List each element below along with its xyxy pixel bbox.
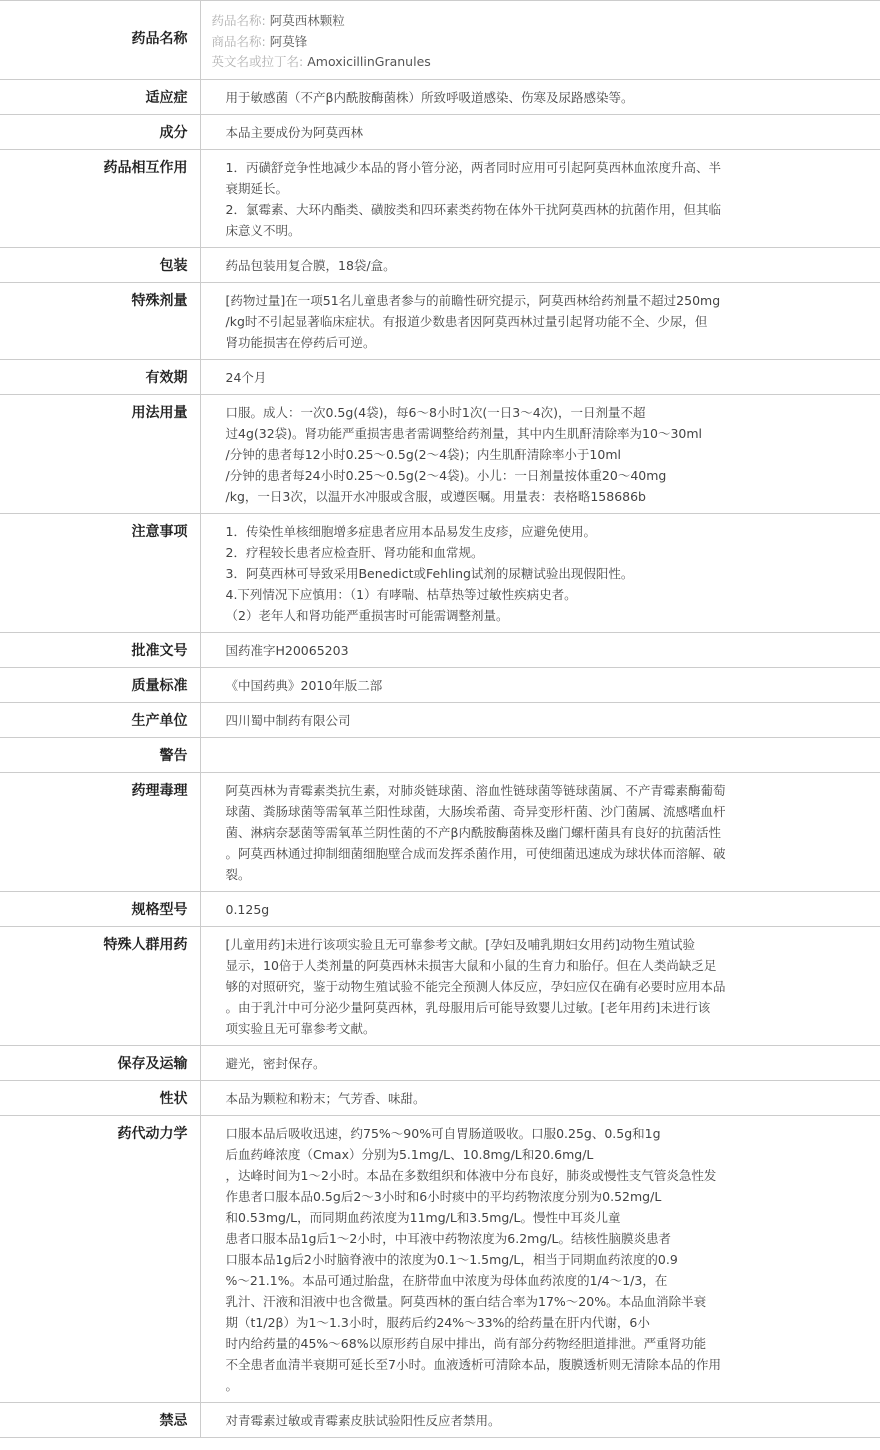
row-label: 适应症 [0, 79, 200, 114]
text-line: 4.下列情况下应慎用：（1）有哮喘、枯草热等过敏性疾病史者。 [225, 586, 577, 602]
text-line: 0.125g [225, 901, 270, 917]
row-label: 保存及运输 [0, 1045, 200, 1080]
generic-name-value: 阿莫西林颗粒 [269, 13, 345, 28]
row-label: 警告 [0, 737, 200, 772]
text-line: 口服。成人：一次0.5g(4袋)，每6～8小时1次(一日3～4次)，一日剂量不超 [225, 404, 646, 420]
row-label: 批准文号 [0, 632, 200, 667]
row-label: 成分 [0, 114, 200, 149]
info-row [0, 1045, 880, 1080]
text-line: 避光，密封保存。 [225, 1055, 326, 1071]
row-value [200, 926, 880, 1045]
text-line: %～21.1%。本品可通过胎盘，在脐带血中浓度为母体血药浓度的1/4～1/3，在 [225, 1272, 668, 1288]
text-line: 国药准字H20065203 [225, 642, 349, 658]
english-name-value: AmoxicillinGranules [307, 54, 431, 69]
text-line: 不全患者血清半衰期可延长至7小时。血液透析可清除本品，腹膜透析则无清除本品的作用 [225, 1356, 721, 1372]
row-value [200, 1115, 880, 1402]
text-line: 时内给药量的45%～68%以原形药自尿中排出，尚有部分药物经胆道排泄。严重肾功能 [225, 1335, 707, 1351]
info-row [0, 359, 880, 394]
row-value [200, 632, 880, 667]
text-line: 24个月 [225, 369, 267, 385]
info-row [0, 1402, 880, 1437]
text-line: 过4g(32袋)。肾功能严重损害患者需调整给药剂量，其中内生肌酐清除率为10～30ml [225, 425, 703, 441]
info-row [0, 891, 880, 926]
text-line: 患者口服本品1g后1～2小时，中耳液中药物浓度为6.2mg/L。结核性脑膜炎患者 [225, 1230, 671, 1246]
info-row [0, 1115, 880, 1402]
row-value [200, 1402, 880, 1437]
row-label: 药代动力学 [0, 1115, 200, 1402]
row-value [200, 737, 880, 772]
row-value [200, 891, 880, 926]
info-row [0, 702, 880, 737]
info-row [0, 247, 880, 282]
text-line: 球菌、粪肠球菌等需氧革兰阳性球菌，大肠埃希菌、奇异变形杆菌、沙门菌属、流感嗜血杆 [225, 803, 726, 819]
row-label: 有效期 [0, 359, 200, 394]
info-row [0, 737, 880, 772]
generic-name-row [212, 11, 787, 32]
row-value [200, 247, 880, 282]
row-drug-names [0, 1, 880, 80]
text-line: 衰期延长。 [225, 180, 289, 196]
text-line: /kg时不引起显著临床症状。有报道少数患者因阿莫西林过量引起肾功能不全、少尿，但 [225, 313, 708, 329]
info-row [0, 114, 880, 149]
row-value [200, 394, 880, 513]
text-line: 裂。 [225, 866, 251, 882]
row-value [200, 667, 880, 702]
row-value [200, 359, 880, 394]
row-value [200, 149, 880, 247]
trade-name-row [212, 32, 787, 53]
info-row [0, 513, 880, 632]
text-line: 本品为颗粒和粉末；气芳香、味甜。 [225, 1090, 426, 1106]
info-row [0, 632, 880, 667]
text-line: 项实验且无可靠参考文献。 [225, 1020, 376, 1036]
text-line: 用于敏感菌（不产β内酰胺酶菌株）所致呼吸道感染、伤寒及尿路感染等。 [225, 89, 634, 105]
drug-names-label: 药品名称 [131, 31, 188, 48]
info-row [0, 926, 880, 1045]
text-line: 阿莫西林为青霉素类抗生素，对肺炎链球菌、溶血性链球菌等链球菌属、不产青霉素酶葡萄 [225, 782, 726, 798]
text-line: 2．疗程较长患者应检查肝、肾功能和血常规。 [225, 544, 484, 560]
text-line: 口服本品后吸收迅速，约75%～90%可自胃肠道吸收。口服0.25g、0.5g和1g [225, 1125, 661, 1141]
info-row [0, 282, 880, 359]
text-line: 对青霉素过敏或青霉素皮肤试验阳性反应者禁用。 [225, 1412, 501, 1428]
text-line: 床意义不明。 [225, 222, 301, 238]
text-line [226, 745, 787, 766]
row-label: 药品相互作用 [0, 149, 200, 247]
text-line: 期（t1/2β）为1～1.3小时，服药后约24%～33%的给药量在肝内代谢，6小 [225, 1314, 650, 1330]
row-value [200, 114, 880, 149]
row-value [200, 702, 880, 737]
info-row [0, 79, 880, 114]
text-line: 后血药峰浓度（Cmax）分别为5.1mg/L、10.8mg/L和20.6mg/L [225, 1146, 594, 1162]
text-line: 。阿莫西林通过抑制细菌细胞壁合成而发挥杀菌作用，可使细菌迅速成为球状体而溶解、破 [225, 845, 726, 861]
row-label: 质量标准 [0, 667, 200, 702]
row-value [200, 772, 880, 891]
text-line: 1．传染性单核细胞增多症患者应用本品易发生皮疹，应避免使用。 [225, 523, 596, 539]
row-label: 注意事项 [0, 513, 200, 632]
text-line: 四川蜀中制药有限公司 [225, 712, 351, 728]
text-line: 作患者口服本品0.5g后2～3小时和6小时痰中的平均药物浓度分别为0.52mg/L [225, 1188, 662, 1204]
generic-name-label: 药品名称: [211, 13, 266, 28]
text-line: 2．氯霉素、大环内酯类、磺胺类和四环素类药物在体外干扰阿莫西林的抗菌作用，但其临 [225, 201, 721, 217]
row-label: 药理毒理 [0, 772, 200, 891]
text-line: 口服本品1g后2小时脑脊液中的浓度为0.1～1.5mg/L，相当于同期血药浓度的0.9 [225, 1251, 678, 1267]
text-line: 菌、淋病奈瑟菌等需氧革兰阴性菌的不产β内酰胺酶菌株及幽门螺杆菌具有良好的抗菌活性 [225, 824, 721, 840]
text-line: /kg，一日3次，以温开水冲服或含服，或遵医嘱。用量表：表格略158686b [225, 488, 646, 504]
row-label: 规格型号 [0, 891, 200, 926]
text-line: /分钟的患者每24小时0.25～0.5g(2～4袋)。小儿：一日剂量按体重20～40mg [225, 467, 667, 483]
drug-info-rows [0, 1, 880, 1438]
text-line: 和0.53mg/L，而同期血药浓度为11mg/L和3.5mg/L。慢性中耳炎儿童 [225, 1209, 621, 1225]
row-label: 禁忌 [0, 1402, 200, 1437]
english-name-row [212, 52, 787, 73]
info-row [0, 772, 880, 891]
row-label [0, 1, 200, 80]
text-line: 显示，10倍于人类剂量的阿莫西林未损害大鼠和小鼠的生育力和胎仔。但在人类尚缺乏足 [225, 957, 717, 973]
row-label: 包装 [0, 247, 200, 282]
row-label: 特殊剂量 [0, 282, 200, 359]
text-line: （2）老年人和肾功能严重损害时可能需调整剂量。 [225, 607, 509, 623]
text-line: 3．阿莫西林可导致采用Benedict或Fehling试剂的尿糖试验出现假阳性。 [225, 565, 634, 581]
row-label: 用法用量 [0, 394, 200, 513]
text-line: 。由于乳汁中可分泌少量阿莫西林，乳母服用后可能导致婴儿过敏。[老年用药]未进行该 [225, 999, 711, 1015]
text-line: 药品包装用复合膜，18袋/盒。 [225, 257, 396, 273]
drug-names-value [200, 1, 880, 80]
text-line: 本品主要成份为阿莫西林 [225, 124, 364, 140]
row-label: 性状 [0, 1080, 200, 1115]
info-row [0, 1080, 880, 1115]
english-name-label: 英文名或拉丁名: [211, 54, 304, 69]
trade-name-value: 阿莫锋 [269, 33, 308, 49]
info-row [0, 149, 880, 247]
row-value [200, 1045, 880, 1080]
row-label: 特殊人群用药 [0, 926, 200, 1045]
text-line: 够的对照研究，鉴于动物生殖试验不能完全预测人体反应，孕妇应仅在确有必要时应用本品 [225, 978, 726, 994]
info-row [0, 394, 880, 513]
text-line: /分钟的患者每12小时0.25～0.5g(2～4袋)；内生肌酐清除率小于10ml [225, 446, 621, 462]
trade-name-label: 商品名称: [211, 33, 266, 49]
row-value [200, 513, 880, 632]
info-row [0, 667, 880, 702]
row-value [200, 282, 880, 359]
text-line: ，达峰时间为1～2小时。本品在多数组织和体液中分布良好，肺炎或慢性支气管炎急性发 [225, 1167, 717, 1183]
text-line: 1．丙磺舒竞争性地减少本品的肾小管分泌，两者同时应用可引起阿莫西林血浓度升高、半 [225, 159, 721, 175]
text-line: [儿童用药]未进行该项实验且无可靠参考文献。[孕妇及哺乳期妇女用药]动物生殖试验 [225, 936, 696, 952]
text-line: 乳汁、汗液和泪液中也含微量。阿莫西林的蛋白结合率为17%～20%。本品血消除半衰 [225, 1293, 707, 1309]
row-value [200, 79, 880, 114]
text-line: 。 [225, 1377, 239, 1393]
text-line: 《中国药典》2010年版二部 [225, 677, 383, 693]
text-line: 肾功能损害在停药后可逆。 [225, 334, 376, 350]
text-line: [药物过量]在一项51名儿童患者参与的前瞻性研究提示，阿莫西林给药剂量不超过250mg [225, 292, 721, 308]
row-label: 生产单位 [0, 702, 200, 737]
row-value [200, 1080, 880, 1115]
